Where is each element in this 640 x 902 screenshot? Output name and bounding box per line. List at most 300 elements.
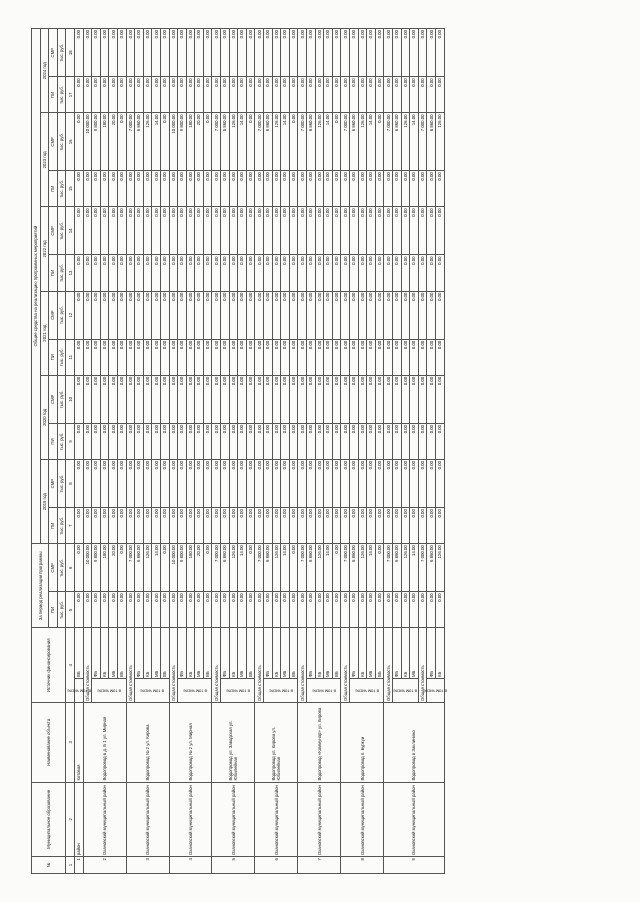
row-value: 0.00 [401, 508, 410, 544]
row-value: 0.00 [203, 592, 212, 628]
row-value: 0.00 [384, 77, 393, 113]
row-value: 0.00 [92, 592, 101, 628]
row-value: 0.00 [341, 291, 350, 339]
row-value: 0.00 [264, 423, 273, 459]
row-value: 126.00 [229, 544, 238, 592]
row-value: 0.00 [392, 207, 401, 255]
row-municipality: Охановский муниципальный район [83, 782, 126, 857]
row-number: 1 [74, 857, 83, 874]
row-value: 0.00 [401, 460, 410, 508]
row-value: 0.00 [349, 460, 358, 508]
row-value: 6 860.00 [307, 113, 316, 171]
row-value: 0.00 [341, 592, 350, 628]
row-value: 0.00 [221, 339, 230, 375]
row-source: КБ [401, 628, 410, 679]
row-value: 0.00 [264, 291, 273, 339]
row-value: 10 000.00 [83, 544, 92, 592]
row-source: КБ [186, 628, 195, 679]
row-value: 6 860.00 [264, 113, 273, 171]
row-value: 0.00 [203, 291, 212, 339]
row-value: 0.00 [289, 171, 298, 207]
row-value: 0.00 [100, 29, 109, 77]
row-value: 0.00 [246, 291, 255, 339]
row-value: 0.00 [212, 592, 221, 628]
row-value: 0.00 [212, 375, 221, 423]
row-value: 0.00 [152, 29, 161, 77]
row-value: 0.00 [109, 460, 118, 508]
row-value: 0.00 [238, 171, 247, 207]
row-value: 0.00 [255, 592, 264, 628]
row-value: 14.00 [238, 113, 247, 171]
row-value: 0.00 [83, 592, 92, 628]
row-value: 0.00 [186, 171, 195, 207]
row-municipality: Охановский муниципальный район [384, 782, 444, 857]
row-value: 0.00 [117, 77, 126, 113]
row-value: 0.00 [246, 508, 255, 544]
row-value: 0.00 [109, 207, 118, 255]
row-value: 0.00 [272, 207, 281, 255]
row-value: 0.00 [117, 423, 126, 459]
row-value: 0.00 [289, 339, 298, 375]
row-source: МБ [367, 628, 376, 679]
row-value: 0.00 [401, 592, 410, 628]
row-source: ФБ [392, 628, 401, 679]
row-value: 0.00 [109, 77, 118, 113]
row-value: 0.00 [92, 375, 101, 423]
row-value: 6 860.00 [392, 113, 401, 171]
row-value: 0.00 [255, 77, 264, 113]
row-value: 126.00 [435, 113, 444, 171]
row-value: 0.00 [178, 592, 187, 628]
row-source-total: Общая стоимость [298, 628, 307, 703]
row-value: 0.00 [375, 460, 384, 508]
row-object: Водопровод ул. Заводская ул. Юбилейная [212, 703, 255, 782]
row-value: 0.00 [126, 460, 135, 508]
header-pir: ПИ [49, 171, 58, 207]
row-object: Водопровод в Заклинино [384, 703, 444, 782]
row-value: 0.00 [358, 207, 367, 255]
row-value: 0.00 [126, 423, 135, 459]
row-value: 0.00 [152, 423, 161, 459]
row-source-total: Общая стоимость [212, 628, 221, 703]
row-value: 0.00 [332, 508, 341, 544]
row-value: 0.00 [186, 339, 195, 375]
row-value: 0.00 [212, 171, 221, 207]
row-value: 0.00 [195, 460, 204, 508]
row-source: ФБ [135, 628, 144, 679]
row-value: 0.00 [92, 171, 101, 207]
row-source: КБ [358, 628, 367, 679]
row-value: 0.00 [178, 171, 187, 207]
row-value: 0.00 [418, 508, 427, 544]
row-value: 0.00 [375, 339, 384, 375]
row-value: 0.00 [289, 508, 298, 544]
row-value: 0.00 [392, 29, 401, 77]
row-municipality: Охановский муниципальный район [298, 782, 341, 857]
row-value: 0.00 [100, 592, 109, 628]
row-value: 6 860.00 [135, 544, 144, 592]
row-value: 0.00 [135, 508, 144, 544]
row-value: 0.00 [375, 544, 384, 592]
row-value: 0.00 [212, 29, 221, 77]
row-value: 0.00 [160, 592, 169, 628]
row-value: 0.00 [298, 423, 307, 459]
row-value: 0.00 [100, 171, 109, 207]
row-value: 0.00 [195, 375, 204, 423]
row-value: 0.00 [401, 375, 410, 423]
row-value: 0.00 [126, 77, 135, 113]
row-value: 180.00 [186, 544, 195, 592]
row-value: 0.00 [392, 508, 401, 544]
column-number: 16 [66, 113, 75, 171]
row-value: 0.00 [384, 255, 393, 291]
row-value: 0.00 [289, 460, 298, 508]
row-value: 0.00 [186, 592, 195, 628]
row-value: 0.00 [238, 29, 247, 77]
row-value: 0.00 [143, 375, 152, 423]
row-value: 0.00 [272, 171, 281, 207]
row-value: 0.00 [178, 460, 187, 508]
row-value: 0.00 [367, 291, 376, 339]
row-value: 0.00 [126, 171, 135, 207]
header-unit: тыс. руб. [57, 339, 66, 375]
row-value: 0.00 [229, 255, 238, 291]
row-value: 126.00 [143, 544, 152, 592]
row-value: 0.00 [203, 113, 212, 171]
row-value: 0.00 [349, 592, 358, 628]
row-value: 0.00 [341, 508, 350, 544]
row-value: 0.00 [315, 29, 324, 77]
row-value: 0.00 [410, 508, 419, 544]
row-value: 7 000.00 [126, 544, 135, 592]
row-value: 7 000.00 [298, 113, 307, 171]
header-unit: тыс. руб. [57, 423, 66, 459]
row-value: 0.00 [92, 29, 101, 77]
row-value: 0.00 [332, 375, 341, 423]
row-value: 0.00 [135, 291, 144, 339]
row-value: 0.00 [221, 29, 230, 77]
row-value: 20.00 [109, 544, 118, 592]
row-value: 0.00 [221, 423, 230, 459]
row-value: 0.00 [315, 77, 324, 113]
row-incl-label: в том числе [92, 679, 126, 703]
row-value: 0.00 [203, 375, 212, 423]
row-value: 0.00 [401, 207, 410, 255]
row-value: 0.00 [264, 592, 273, 628]
row-value: 0.00 [117, 29, 126, 77]
row-value: 0.00 [203, 77, 212, 113]
row-incl-label: в том числе [264, 679, 298, 703]
row-number: 6 [255, 857, 298, 874]
row-value: 0.00 [401, 29, 410, 77]
row-value: 0.00 [281, 339, 290, 375]
row-value: 0.00 [324, 460, 333, 508]
row-value: 0.00 [281, 29, 290, 77]
header-smr: СМР [49, 291, 58, 339]
row-value: 0.00 [74, 460, 83, 508]
header-municipality: Муниципальное образование [32, 782, 66, 857]
row-municipality: Охановский муниципальный район [126, 782, 169, 857]
row-source: ВБ [160, 628, 169, 679]
row-value: 6 860.00 [349, 544, 358, 592]
row-value: 0.00 [160, 255, 169, 291]
row-value: 0.00 [203, 339, 212, 375]
row-value: 0.00 [307, 339, 316, 375]
header-pir: ПИ [49, 423, 58, 459]
header-unit: тыс. руб. [57, 77, 66, 113]
row-value: 7 000.00 [212, 113, 221, 171]
row-value: 126.00 [435, 544, 444, 592]
header-unit: тыс. руб. [57, 171, 66, 207]
row-value: 0.00 [298, 460, 307, 508]
row-value: 0.00 [74, 29, 83, 77]
header-smr: СМР [49, 113, 58, 171]
row-source: МБ [324, 628, 333, 679]
row-value: 0.00 [367, 460, 376, 508]
row-value: 0.00 [169, 77, 178, 113]
row-value: 9 800.00 [178, 544, 187, 592]
row-value: 0.00 [135, 423, 144, 459]
row-value: 0.00 [109, 423, 118, 459]
row-municipality: район [74, 782, 83, 857]
table-row [298, 29, 307, 874]
row-value: 0.00 [152, 291, 161, 339]
row-value: 0.00 [255, 171, 264, 207]
column-number: 4 [66, 628, 75, 703]
row-value: 0.00 [195, 339, 204, 375]
header-pir: ПИ [49, 77, 58, 113]
row-value: 0.00 [384, 423, 393, 459]
rotated-table-sheet [31, 28, 609, 874]
row-value: 0.00 [74, 113, 83, 171]
row-value: 0.00 [358, 171, 367, 207]
row-value: 0.00 [178, 375, 187, 423]
row-value: 0.00 [410, 339, 419, 375]
row-value: 0.00 [117, 255, 126, 291]
row-value: 0.00 [212, 207, 221, 255]
row-value: 0.00 [375, 375, 384, 423]
row-value: 0.00 [410, 171, 419, 207]
row-value: 0.00 [74, 291, 83, 339]
row-value: 0.00 [246, 544, 255, 592]
column-number: 17 [66, 77, 75, 113]
row-value: 7 000.00 [126, 113, 135, 171]
header-year-5: 2024 год [40, 29, 49, 113]
row-value: 0.00 [410, 423, 419, 459]
row-value: 0.00 [117, 460, 126, 508]
row-value: 0.00 [264, 375, 273, 423]
table-row [384, 29, 393, 874]
row-value: 0.00 [332, 77, 341, 113]
row-object: Котовая [74, 703, 83, 782]
row-value: 0.00 [143, 592, 152, 628]
row-value: 0.00 [410, 255, 419, 291]
row-value: 0.00 [100, 339, 109, 375]
row-source-total: Общая стоимость [126, 628, 135, 703]
row-value: 0.00 [427, 508, 436, 544]
row-value: 0.00 [203, 255, 212, 291]
column-number: 3 [66, 703, 75, 782]
row-source: ФБ [221, 628, 230, 679]
row-value: 20.00 [195, 544, 204, 592]
row-value: 0.00 [238, 508, 247, 544]
row-value: 0.00 [418, 171, 427, 207]
row-value: 6 860.00 [221, 544, 230, 592]
row-value: 0.00 [212, 255, 221, 291]
column-number: 1 [66, 857, 75, 874]
row-value: 0.00 [410, 207, 419, 255]
row-municipality: Охановский муниципальный район [169, 782, 212, 857]
row-value: 0.00 [272, 375, 281, 423]
row-value: 0.00 [315, 423, 324, 459]
row-value: 0.00 [418, 339, 427, 375]
header-unit: тыс. руб. [57, 207, 66, 255]
header-year-0: 2019 год [40, 460, 49, 544]
row-value: 0.00 [272, 508, 281, 544]
row-value: 0.00 [229, 339, 238, 375]
row-value: 0.00 [281, 423, 290, 459]
header-year-4: 2023 год [40, 113, 49, 207]
row-value: 0.00 [83, 77, 92, 113]
row-value: 6 860.00 [264, 544, 273, 592]
row-value: 0.00 [367, 375, 376, 423]
row-value: 0.00 [186, 207, 195, 255]
row-value: 7 000.00 [384, 113, 393, 171]
row-value: 9 800.00 [92, 544, 101, 592]
row-value: 6 860.00 [427, 113, 436, 171]
row-value: 0.00 [135, 460, 144, 508]
row-municipality: Охановский муниципальный район [212, 782, 255, 857]
row-value: 0.00 [212, 508, 221, 544]
row-value: 0.00 [332, 171, 341, 207]
row-value: 0.00 [152, 592, 161, 628]
row-value: 0.00 [186, 423, 195, 459]
header-unit: тыс. руб. [57, 508, 66, 544]
row-value: 0.00 [186, 255, 195, 291]
row-value: 126.00 [358, 113, 367, 171]
row-value: 0.00 [169, 29, 178, 77]
row-value: 6 860.00 [135, 113, 144, 171]
row-value: 0.00 [160, 171, 169, 207]
row-value: 0.00 [152, 207, 161, 255]
row-source-total: Общая стоимость [341, 628, 350, 703]
row-value: 0.00 [289, 544, 298, 592]
row-value: 0.00 [349, 171, 358, 207]
row-value: 0.00 [143, 423, 152, 459]
row-value: 0.00 [375, 171, 384, 207]
row-source: КБ [315, 628, 324, 679]
row-value: 0.00 [392, 255, 401, 291]
row-value: 0.00 [195, 291, 204, 339]
row-value: 0.00 [195, 207, 204, 255]
row-value: 10 000.00 [169, 544, 178, 592]
row-source: ВБ [289, 628, 298, 679]
row-value: 0.00 [307, 460, 316, 508]
row-value: 14.00 [281, 113, 290, 171]
row-value: 0.00 [152, 508, 161, 544]
row-object: Водопровод № 2 ул. Кирова [126, 703, 169, 782]
row-value: 0.00 [384, 339, 393, 375]
row-source: ФБ [349, 628, 358, 679]
row-value: 0.00 [384, 207, 393, 255]
row-value: 0.00 [272, 423, 281, 459]
row-value: 14.00 [367, 544, 376, 592]
row-value: 0.00 [152, 460, 161, 508]
row-value: 0.00 [349, 375, 358, 423]
row-value: 0.00 [375, 508, 384, 544]
row-value: 0.00 [229, 592, 238, 628]
row-value: 0.00 [264, 508, 273, 544]
row-value: 0.00 [135, 339, 144, 375]
header-smr: СМР [49, 207, 58, 255]
row-value: 0.00 [418, 375, 427, 423]
row-source: ВБ [74, 628, 83, 679]
row-value: 0.00 [332, 255, 341, 291]
row-value: 0.00 [272, 291, 281, 339]
row-value: 0.00 [109, 592, 118, 628]
row-value: 0.00 [410, 29, 419, 77]
row-value: 0.00 [135, 255, 144, 291]
table-row [126, 29, 135, 874]
row-value: 0.00 [435, 171, 444, 207]
row-value: 0.00 [401, 339, 410, 375]
table-row [74, 29, 83, 874]
row-value: 0.00 [126, 592, 135, 628]
row-incl-label: в том числе [135, 679, 169, 703]
row-value: 0.00 [289, 77, 298, 113]
row-value: 0.00 [135, 207, 144, 255]
row-value: 0.00 [307, 423, 316, 459]
row-value: 0.00 [410, 592, 419, 628]
row-value: 0.00 [401, 255, 410, 291]
row-value: 0.00 [255, 508, 264, 544]
row-value: 0.00 [298, 375, 307, 423]
row-value: 0.00 [255, 29, 264, 77]
row-value: 0.00 [246, 207, 255, 255]
row-value: 0.00 [178, 423, 187, 459]
row-value: 0.00 [315, 460, 324, 508]
row-value: 0.00 [152, 77, 161, 113]
header-year-3: 2022 год [40, 207, 49, 291]
row-value: 0.00 [349, 339, 358, 375]
row-source: КБ [100, 628, 109, 679]
row-value: 0.00 [92, 77, 101, 113]
row-value: 0.00 [332, 544, 341, 592]
row-value: 0.00 [83, 423, 92, 459]
row-value: 0.00 [358, 592, 367, 628]
row-value: 0.00 [83, 460, 92, 508]
row-value: 0.00 [74, 171, 83, 207]
row-value: 0.00 [307, 291, 316, 339]
row-object: Водопровод «Коммунар» ул. Кирова [298, 703, 341, 782]
row-value: 0.00 [264, 29, 273, 77]
row-value: 0.00 [221, 460, 230, 508]
row-value: 0.00 [324, 29, 333, 77]
row-source: ФБ [264, 628, 273, 679]
row-value: 0.00 [384, 508, 393, 544]
row-value: 0.00 [307, 375, 316, 423]
row-value: 0.00 [384, 29, 393, 77]
row-value: 0.00 [358, 339, 367, 375]
row-value: 0.00 [195, 255, 204, 291]
row-value: 0.00 [212, 291, 221, 339]
row-value: 0.00 [375, 592, 384, 628]
row-value: 0.00 [435, 77, 444, 113]
table-row [169, 29, 178, 874]
row-value: 0.00 [100, 255, 109, 291]
row-source-total: Общая стоимость [169, 628, 178, 703]
row-value: 7 000.00 [341, 113, 350, 171]
